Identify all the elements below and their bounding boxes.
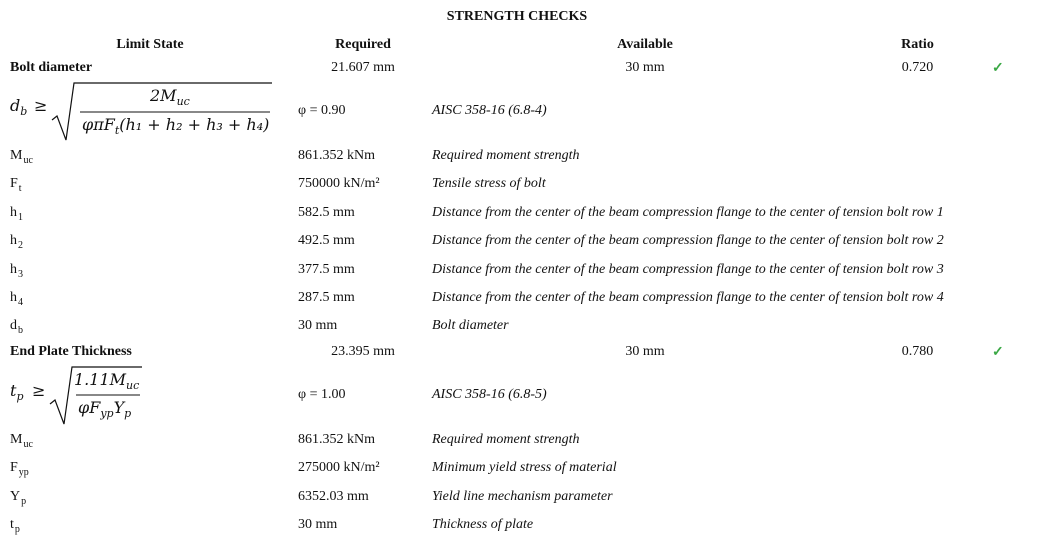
param-value: 861.352 kNm <box>298 432 375 447</box>
formula-numerator: $1.11M_{uc}$ <box>74 370 140 392</box>
check-name: Bolt diameter <box>10 60 93 75</box>
phi-value: φ = 0.90 <box>298 103 346 118</box>
param-value: 30 mm <box>298 318 338 333</box>
header-ratio: Ratio <box>901 37 934 52</box>
check-name: End Plate Thickness <box>10 344 132 359</box>
param-symbol: $h_1$ <box>10 205 23 223</box>
available-value: 30 mm <box>625 344 665 359</box>
header-available: Available <box>617 37 673 52</box>
param-symbol: $h_3$ <box>10 262 23 280</box>
phi-value: φ = 1.00 <box>298 387 346 402</box>
param-desc: Required moment strength <box>432 148 580 163</box>
formula-lhs: $t_p$ <box>10 381 24 403</box>
formula-denominator: $\varphi F_{yp}Y_p$ <box>78 398 132 420</box>
param-desc: Distance from the center of the beam compression flange to the center of tension bolt row 3 <box>432 262 944 277</box>
page-title: STRENGTH CHECKS <box>446 9 588 24</box>
param-desc: Minimum yield stress of material <box>432 460 617 475</box>
param-desc: Bolt diameter <box>432 318 509 333</box>
param-symbol: $M_{uc}$ <box>10 432 33 450</box>
formula-relation: ≥ <box>34 96 48 115</box>
param-value: 582.5 mm <box>298 205 355 220</box>
reference: AISC 358-16 (6.8-4) <box>432 103 547 118</box>
required-value: 21.607 mm <box>331 60 395 75</box>
header-required: Required <box>335 37 391 52</box>
formula-numerator: $2M_{uc}$ <box>150 86 190 108</box>
param-desc: Thickness of plate <box>432 517 534 532</box>
ratio-value: 0.780 <box>901 344 934 359</box>
param-value: 287.5 mm <box>298 290 355 305</box>
reference: AISC 358-16 (6.8-5) <box>432 387 547 402</box>
param-value: 861.352 kNm <box>298 148 375 163</box>
param-desc: Required moment strength <box>432 432 580 447</box>
param-desc: Tensile stress of bolt <box>432 176 546 191</box>
checkmark-icon: ✓ <box>992 61 1004 76</box>
param-value: 30 mm <box>298 517 338 532</box>
param-value: 6352.03 mm <box>298 489 369 504</box>
param-symbol: $F_t$ <box>10 176 22 194</box>
checkmark-icon: ✓ <box>992 345 1004 360</box>
param-symbol: $h_4$ <box>10 290 23 308</box>
param-symbol: $d_b$ <box>10 318 23 336</box>
param-desc: Distance from the center of the beam compression flange to the center of tension bolt row 1 <box>432 205 944 220</box>
ratio-value: 0.720 <box>901 60 934 75</box>
param-value: 377.5 mm <box>298 262 355 277</box>
param-desc: Distance from the center of the beam compression flange to the center of tension bolt row 2 <box>432 233 944 248</box>
param-symbol: $h_2$ <box>10 233 23 251</box>
formula-denominator: φπF$_t$(h₁ + h₂ + h₃ + h₄) <box>82 115 270 137</box>
formula-relation: ≥ <box>32 381 46 400</box>
param-desc: Distance from the center of the beam compression flange to the center of tension bolt row 4 <box>432 290 944 305</box>
param-symbol: $M_{uc}$ <box>10 148 33 166</box>
param-value: 275000 kN/m² <box>298 460 380 475</box>
param-value: 750000 kN/m² <box>298 176 380 191</box>
required-value: 23.395 mm <box>331 344 395 359</box>
param-symbol: $F_{yp}$ <box>10 460 29 478</box>
formula-lhs: $d_b$ <box>10 96 28 118</box>
param-value: 492.5 mm <box>298 233 355 248</box>
param-symbol: $Y_p$ <box>10 489 27 507</box>
header-limit-state: Limit State <box>116 37 184 52</box>
param-symbol: $t_p$ <box>10 517 20 535</box>
available-value: 30 mm <box>625 60 665 75</box>
param-desc: Yield line mechanism parameter <box>432 489 613 504</box>
